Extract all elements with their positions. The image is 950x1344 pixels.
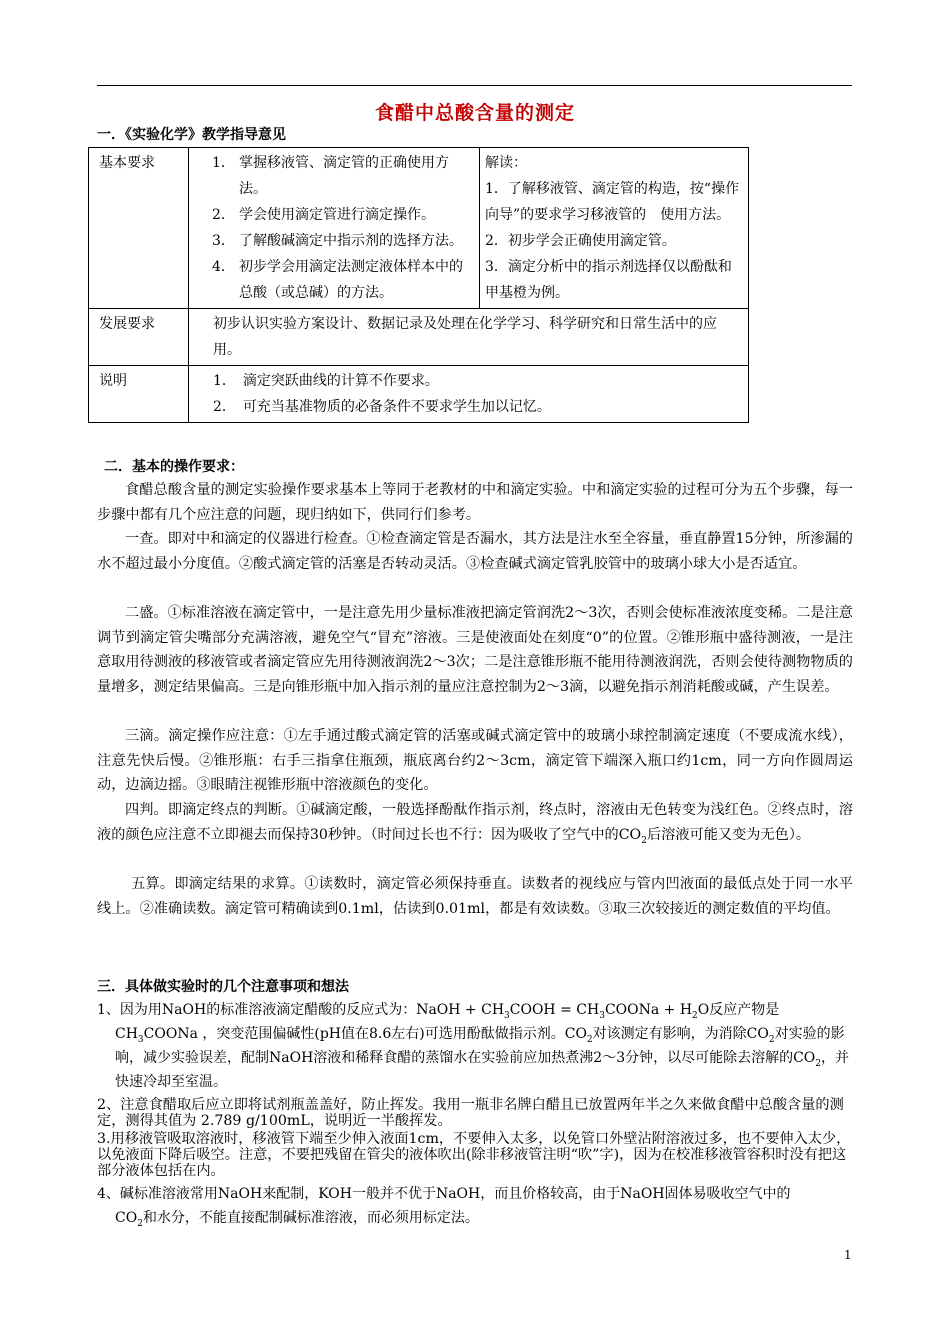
table-row-develop: [89, 309, 749, 366]
interp-item: 1．了解移液管、滴定管的构造，按“操作向导”的要求学习移液管的 使用方法。: [485, 181, 740, 223]
list-item: 2． 可充当基准物质的必备条件不要求学生加以记忆。: [213, 399, 551, 415]
notes-items: [189, 366, 749, 423]
step-check: 一查。即对中和滴定的仪器进行检查。①检查滴定管是否漏水，其方法是注水至全容量，垂直静置15分钟，所渗漏的水不超过最小分度值。②酸式滴定管的活塞是否转动灵活。③检查碱式滴定管乳胶管中的玻璃小球大小是否适宜。: [97, 531, 853, 572]
table-row-basic: [89, 148, 749, 309]
basic-interpretation: [480, 148, 749, 309]
section3-heading: 三．具体做实验时的几个注意事项和想法: [97, 979, 349, 995]
section1-heading: 一．《实验化学》教学指导意见: [97, 127, 286, 143]
step-judge: 四判。即滴定终点的判断。①碱滴定酸，一般选择酚酞作指示剂，终点时，溶液由无色转变为浅红色。②终点时，溶液的颜色应注意不立即褪去而保持30秒钟。（时间过长也不行：因为吸收了空气中的$CO_2$后溶液可能又变为无色）。: [97, 802, 853, 846]
section2-intro: 食醋总酸含量的测定实验操作要求基本上等同于老教材的中和滴定实验。中和滴定实验的过程可分为五个步骤，每一步骤中都有几个应注意的问题，现归纳如下，供同行们参考。: [97, 482, 853, 523]
note-1: 1、因为用NaOH的标准溶液滴定醋酸的反应式为：NaOH + $CH_3COOH$ = $CH_3COONa + H_2O$反应产物是 $CH_3COONa$ ，突变范围偏碱性(pH值在8.6左右)可选用酚酞做指示剂。$CO_2$对该测定有影响，为消除$CO_2$对实验的影响，减少实验误差，配制NaOH溶液和稀释食醋的蒸馏水在实验前应加热煮沸2～3分钟，以尽可能除去溶解的$CO_2$，并快速冷却至室温。: [97, 1002, 850, 1090]
note-4: 4、碱标准溶液常用NaOH来配制，KOH一般并不优于NaOH，而且价格较高，由于NaOH固体易吸收空气中的 $CO_2$和水分，不能直接配制碱标准溶液，而必须用标定法。: [97, 1186, 791, 1229]
guidance-table: [88, 147, 749, 423]
section2-heading: 二．基本的操作要求：: [104, 459, 244, 475]
list-item: 1． 掌握移液管、滴定管的正确使用方法。: [212, 155, 449, 197]
list-item: 3． 了解酸碱滴定中指示剂的选择方法。: [212, 233, 463, 249]
note-2: 2、注意食醋取后应立即将试剂瓶盖盖好，防止挥发。我用一瓶非名牌白醋且已放置两年半之久来做食醋中总酸含量的测定，测得其值为 2.789 g/100mL，说明近一半酸挥发。: [97, 1097, 844, 1129]
table-row-notes: [89, 366, 749, 423]
interp-item: 3．滴定分析中的指示剂选择仅以酚酞和甲基橙为例。: [485, 259, 732, 301]
page-title: 食醋中总酸含量的测定: [374, 102, 575, 124]
develop-label: 发展要求: [89, 309, 189, 366]
list-item: 1． 滴定突跃曲线的计算不作要求。: [213, 373, 439, 389]
interp-title: 解读：: [485, 155, 527, 171]
page-number: 1: [844, 1248, 852, 1262]
list-item: 2． 学会使用滴定管进行滴定操作。: [212, 207, 435, 223]
note-3: 3.用移液管吸取溶液时，移液管下端至少伸入液面1cm，不要伸入太多，以免管口外壁沾附溶液过多，也不要伸入太少，以免液面下降后吸空。注意，不要把残留在管尖的液体吹出(除非移液管注明“吹”字)，因为在校准移液管容积时没有把这部分液体包括在内。: [97, 1131, 851, 1179]
step-calculate: 五算。即滴定结果的求算。①读数时，滴定管必须保持垂直。读数者的视线应与管内凹液面的最低点处于同一水平线上。②准确读数。滴定管可精确读到0.1ml，估读到0.01ml，都是有效读数。③取三次较接近的测定数值的平均值。: [97, 876, 853, 917]
notes-label: 说明: [89, 366, 189, 423]
header-rule: [97, 85, 852, 86]
step-fill: 二盛。①标准溶液在滴定管中，一是注意先用少量标准液把滴定管润洗2～3次，否则会使标准液浓度变稀。二是注意调节到滴定管尖嘴部分充满溶液，避免空气“冒充”溶液。三是使液面处在刻度“0”的位置。②锥形瓶中盛待测液，一是注意取用待测液的移液管或者滴定管应先用待测液润洗2～3次；二是注意锥形瓶不能用待测液润洗，否则会使待测物物质的量增多，测定结果偏高。三是向锥形瓶中加入指示剂的量应注意控制为2～3滴，以避免指示剂消耗酸或碱，产生误差。: [97, 605, 853, 695]
basic-label: 基本要求: [89, 148, 189, 309]
list-item: 4． 初步学会用滴定法测定液体样本中的总酸（或总碱）的方法。: [212, 259, 463, 301]
interp-item: 2．初步学会正确使用滴定管。: [485, 233, 676, 249]
develop-text: 初步认识实验方案设计、数据记录及处理在化学学习、科学研究和日常生活中的应用。: [189, 309, 749, 366]
basic-items: [189, 148, 480, 309]
step-titrate: 三滴。滴定操作应注意：①左手通过酸式滴定管的活塞或碱式滴定管中的玻璃小球控制滴定速度（不要成流水线），注意先快后慢。②锥形瓶：右手三指拿住瓶颈，瓶底离台约2～3cm，滴定管下端深入瓶口约1cm，同一方向作圆周运动，边滴边摇。③眼睛注视锥形瓶中溶液颜色的变化。: [97, 728, 853, 793]
